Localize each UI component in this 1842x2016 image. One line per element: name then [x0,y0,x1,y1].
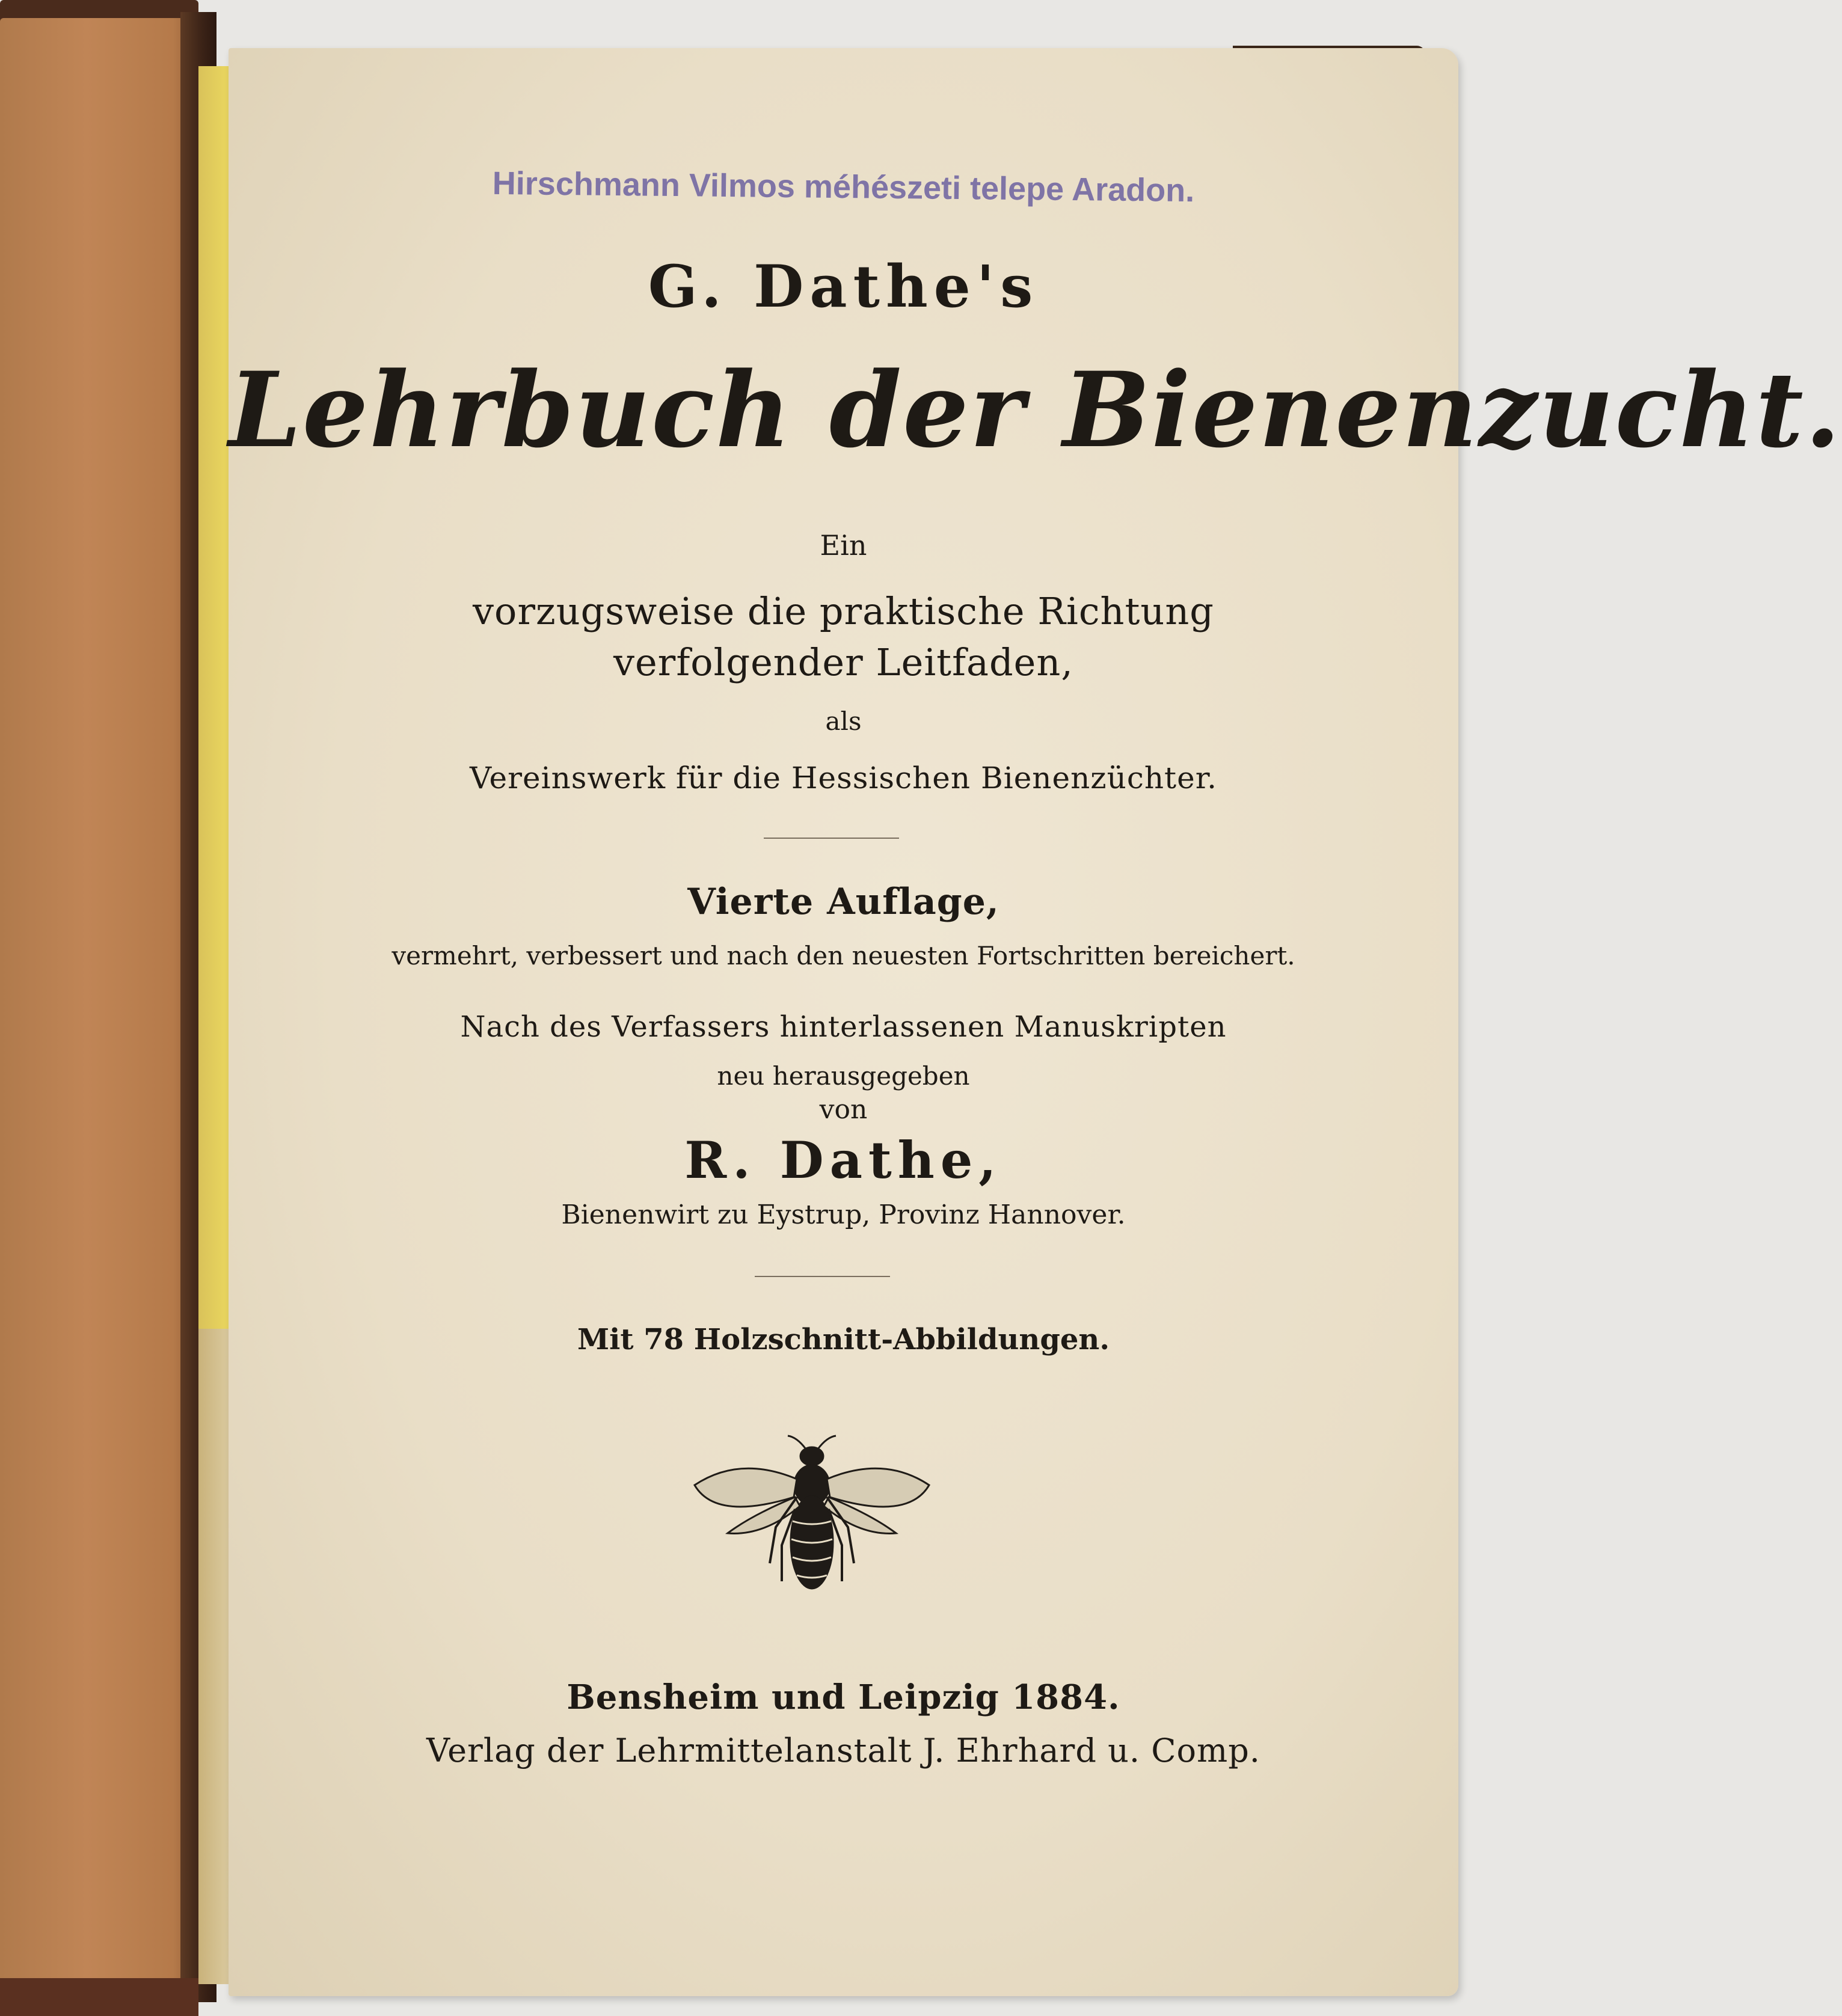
illustrations-note: Mit 78 Holzschnitt-Abbildungen. [577,1323,1110,1356]
book-title: Lehrbuch der Bienenzucht. [229,349,1842,471]
author-heading: G. Dathe's [648,253,1039,320]
subtitle-line-3: Vereinswerk für die Hessischen Bienenzüchter. [469,761,1218,795]
divider-rule-2 [755,1276,890,1277]
bee-icon [692,1431,932,1599]
editor-role: Bienenwirt zu Eystrup, Provinz Hannover. [561,1199,1126,1230]
editor-note: Nach des Verfassers hinterlassenen Manuskripten [460,1010,1227,1044]
subtitle-ein: Ein [820,529,867,562]
edition-description: vermehrt, verbessert und nach den neuesten Fortschritten bereichert. [391,941,1295,970]
owner-stamp: Hirschmann Vilmos méhészeti telepe Aradon. [492,165,1195,209]
subtitle-line-1: vorzugsweise die praktische Richtung [473,589,1214,633]
subtitle-als: als [825,706,862,736]
subtitle-line-2: verfolgender Leitfaden, [613,640,1074,684]
divider-rule-1 [764,838,899,839]
editor-name: R. Dathe, [684,1130,1002,1190]
editor-von: von [819,1094,868,1125]
book-cover-bottom-edge [0,1978,198,2016]
imprint-place-year: Bensheim und Leipzig 1884. [566,1677,1120,1717]
imprint-publisher: Verlag der Lehrmittelanstalt J. Ehrhard u. Comp. [426,1732,1260,1769]
editor-neu: neu herausgegeben [717,1061,970,1091]
edition-title: Vierte Auflage, [687,881,999,923]
